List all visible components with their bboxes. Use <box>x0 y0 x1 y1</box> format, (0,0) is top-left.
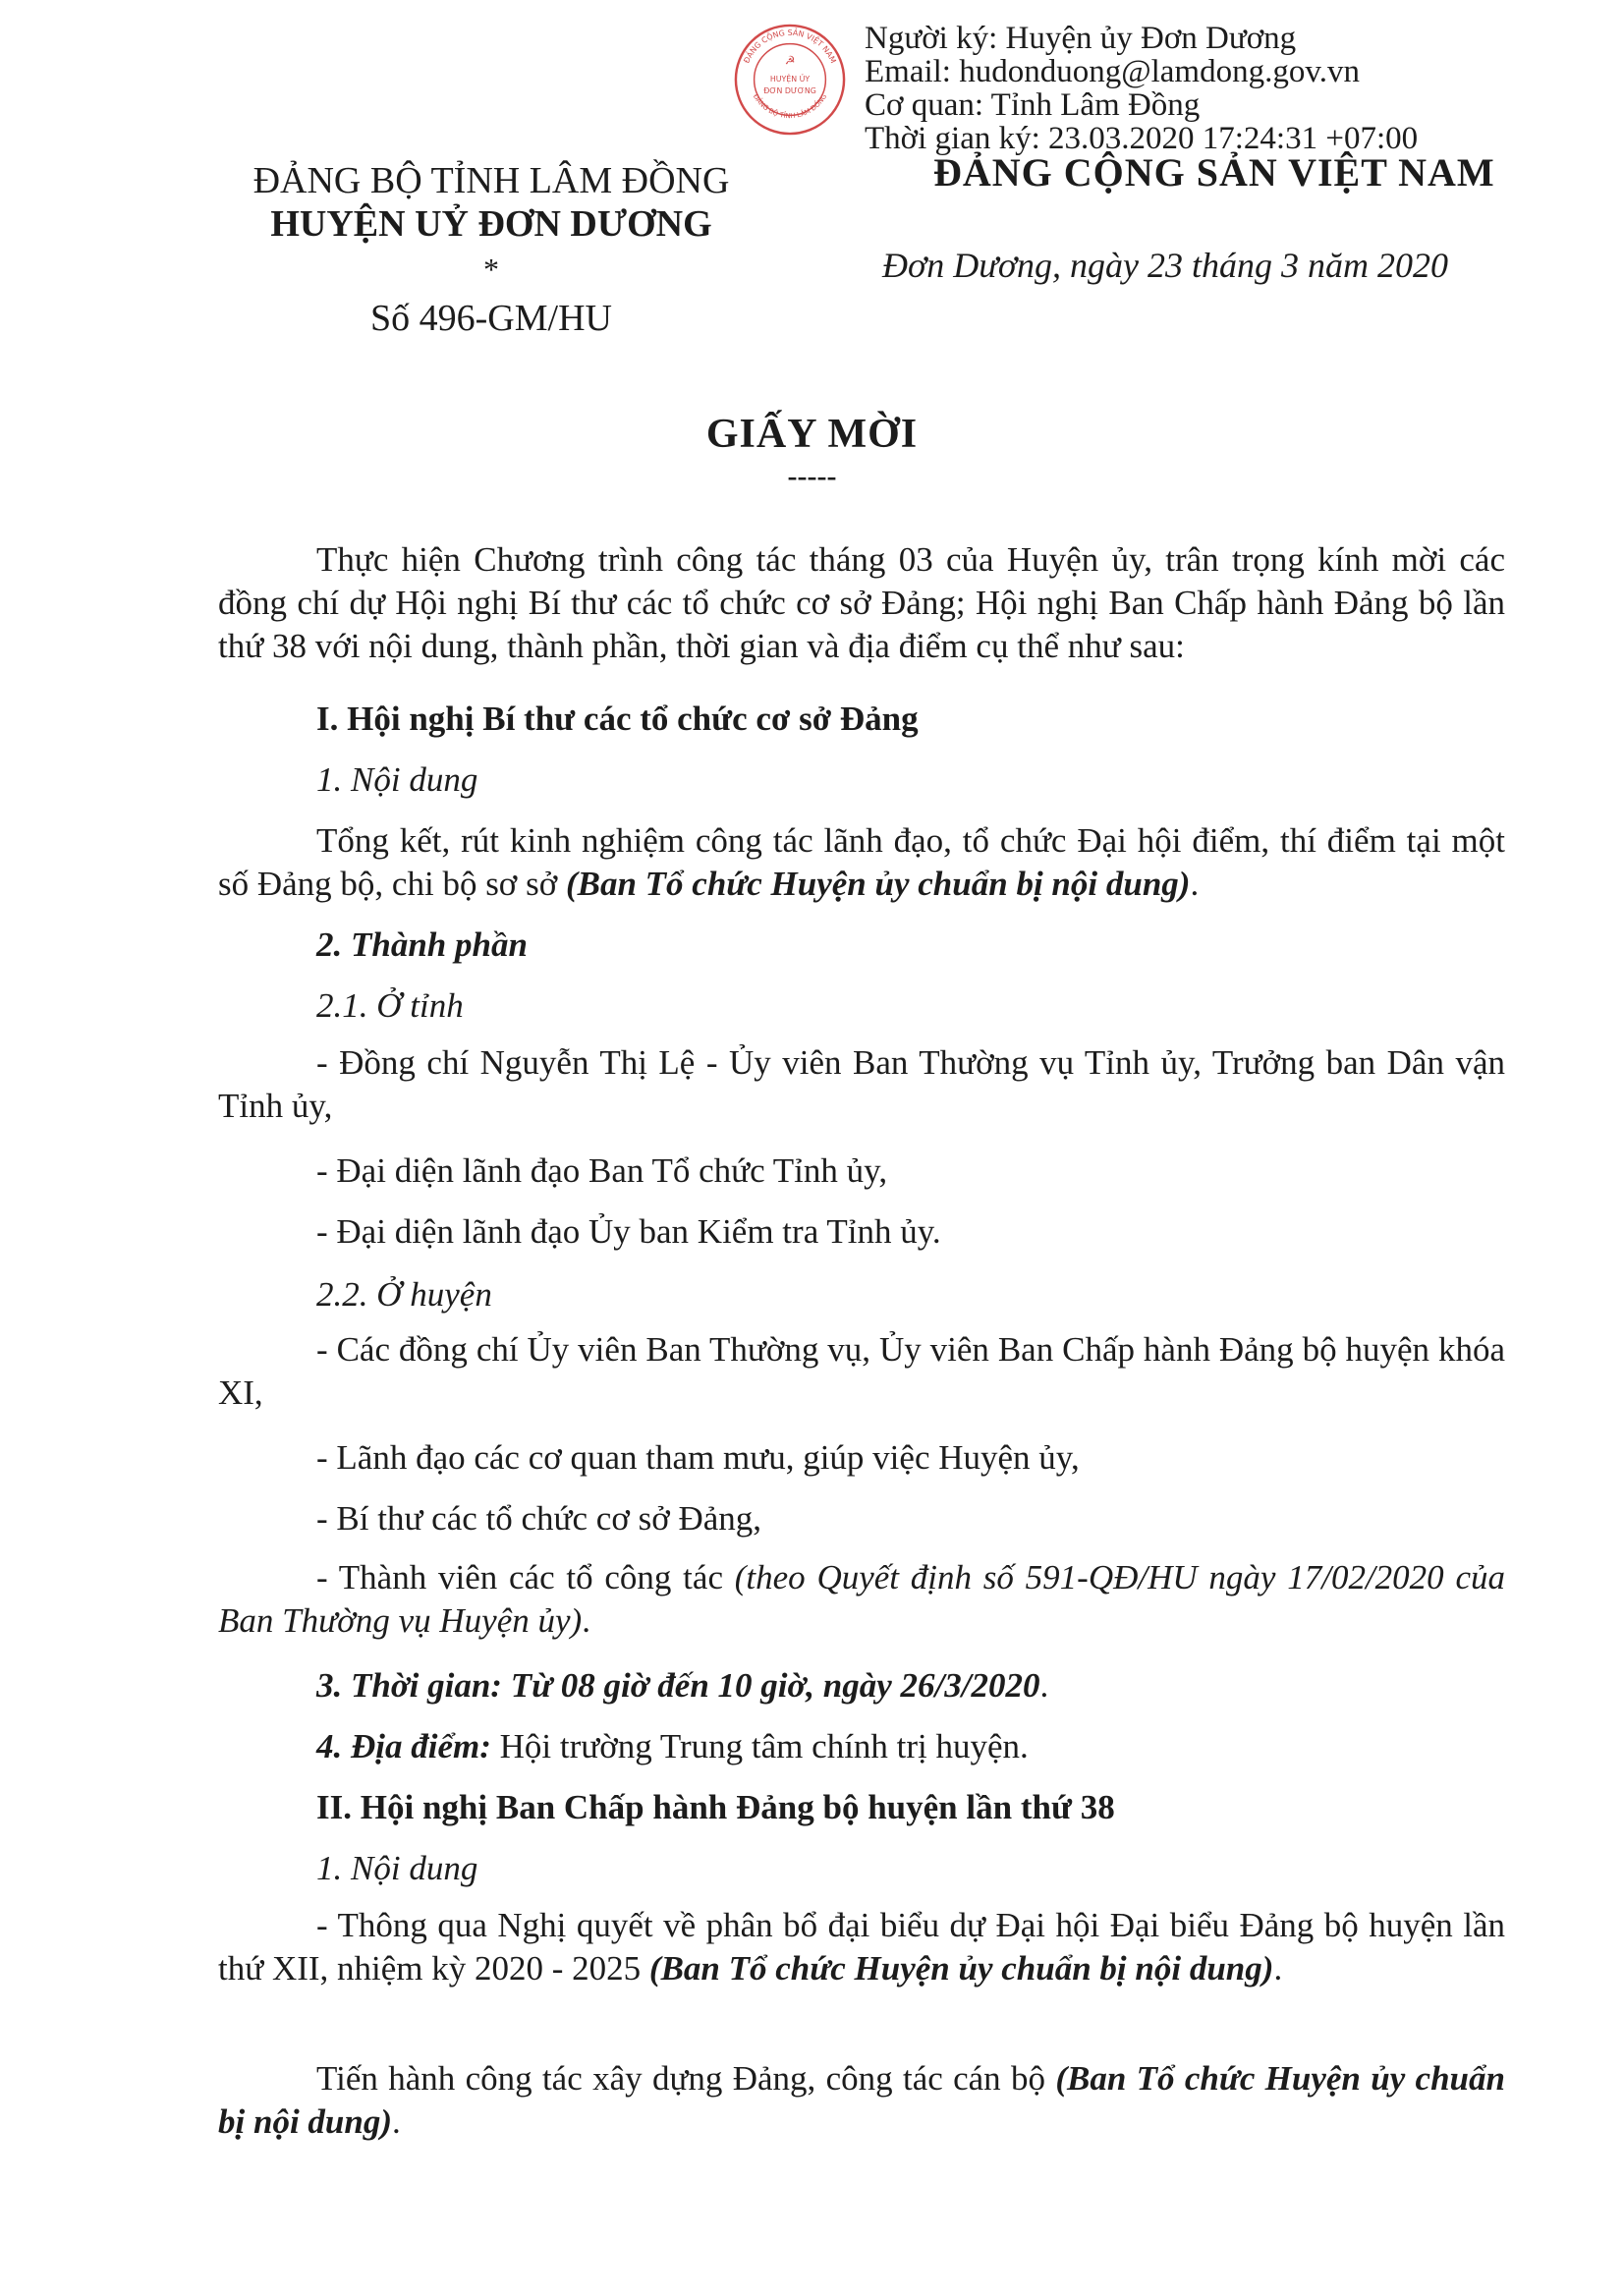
header-star: * <box>483 252 499 287</box>
party-name: ĐẢNG CỘNG SẢN VIỆT NAM <box>933 150 1495 195</box>
section1-location <box>316 1725 1029 1768</box>
province-item: - Đại diện lãnh đạo Ban Tổ chức Tỉnh ủy, <box>316 1151 888 1190</box>
section2-item1-end: . <box>1273 1949 1283 1988</box>
district-item: - Lãnh đạo các cơ quan tham mưu, giúp việc Huyện ủy, <box>316 1438 1080 1477</box>
section1-members-heading: 2. Thành phần <box>316 925 528 964</box>
team-item-prefix: - Thành viên các tổ công tác <box>316 1558 735 1596</box>
section2-content-heading: 1. Nội dung <box>316 1849 478 1887</box>
signature-email: Email: hudonduong@lamdong.gov.vn <box>865 54 1360 89</box>
hammer-sickle-icon: ☭ <box>784 53 796 68</box>
district-item: - Các đồng chí Ủy viên Ban Thường vụ, Ủy viên Ban Chấp hành Đảng bộ huyện khóa XI, <box>218 1330 1505 1412</box>
location-value: Hội trường Trung tâm chính trị huyện. <box>490 1727 1029 1765</box>
time-text: 3. Thời gian: Từ 08 giờ đến 10 giờ, ngày 26/3/2020 <box>316 1666 1040 1705</box>
section1-content-note: (Ban Tổ chức Huyện ủy chuẩn bị nội dung) <box>565 865 1191 903</box>
district-item: - Bí thư các tổ chức cơ sở Đảng, <box>316 1499 762 1538</box>
section1-time <box>316 1664 1048 1708</box>
stamp-outer-text: ĐẢNG CỘNG SẢN VIỆT NAM <box>742 28 838 65</box>
team-item-note: (theo Quyết định số 591-QĐ/HU ngày 17/02/2020 của Ban Thường vụ Huyện ủy) <box>218 1558 1505 1640</box>
place-date: Đơn Dương, ngày 23 tháng 3 năm 2020 <box>882 246 1449 285</box>
section1-content-heading: 1. Nội dung <box>316 760 478 799</box>
location-label: 4. Địa điểm: <box>316 1727 491 1765</box>
stamp-bottom-text: ĐẢNG BỘ TỈNH LÂM ĐỒNG <box>751 92 829 121</box>
district-heading: 2.2. Ở huyện <box>316 1275 492 1314</box>
section2-item1 <box>218 1904 1505 1990</box>
svg-text:ĐẢNG BỘ TỈNH LÂM ĐỒNG <box>752 92 828 120</box>
section2-item1-note: (Ban Tổ chức Huyện ủy chuẩn bị nội dung) <box>648 1949 1274 1988</box>
intro-paragraph: Thực hiện Chương trình công tác tháng 03 của Huyện ủy, trân trọng kính mời các đồng chí dự Hội nghị Bí thư các tổ chức cơ sở Đảng; Hội nghị Ban Chấp hành Đảng bộ lần thứ 38 với nội dung, thành phần, thời gian và địa điểm cụ thể như sau: <box>218 540 1505 665</box>
official-stamp <box>732 22 848 138</box>
stamp-inner-line1: HUYỆN ỦY <box>769 74 811 84</box>
org-parent: ĐẢNG BỘ TỈNH LÂM ĐỒNG <box>252 160 730 201</box>
section1-content-end: . <box>1190 865 1200 903</box>
section2-item2-text: Tiến hành công tác xây dựng Đảng, công tác cán bộ <box>316 2059 1056 2098</box>
doc-number: Số 496-GM/HU <box>370 298 612 339</box>
section2-item2-note: (Ban Tổ chức Huyện ủy chuẩn bị nội dung) <box>218 2059 1505 2141</box>
section1-content-paragraph <box>218 819 1505 906</box>
stamp-inner-line2: ĐƠN DƯƠNG <box>763 85 816 95</box>
team-item <box>218 1556 1505 1643</box>
section2-item2 <box>218 2057 1505 2144</box>
signature-time: Thời gian ký: 23.03.2020 17:24:31 +07:00 <box>865 121 1419 156</box>
province-item: - Đại diện lãnh đạo Ủy ban Kiểm tra Tỉnh ủy. <box>316 1212 941 1251</box>
section2-item2-end: . <box>392 2102 401 2141</box>
team-item-end: . <box>582 1601 590 1640</box>
title-rule: ----- <box>787 460 837 492</box>
section2-item1-text: - Thông qua Nghị quyết về phân bổ đại biểu dự Đại hội Đại biểu Đảng bộ huyện lần thứ XII, nhiệm kỳ 2020 - 2025 <box>218 1906 1505 1988</box>
province-heading: 2.1. Ở tỉnh <box>316 986 464 1025</box>
section1-content-text: Tổng kết, rút kinh nghiệm công tác lãnh đạo, tổ chức Đại hội điểm, thí điểm tại một số Đảng bộ, chi bộ sơ sở <box>218 821 1505 903</box>
time-end: . <box>1039 1666 1049 1705</box>
digital-signature-block <box>865 22 1418 155</box>
document-title: GIẤY MỜI <box>705 412 919 457</box>
province-item: - Đồng chí Nguyễn Thị Lệ - Ủy viên Ban Thường vụ Tỉnh ủy, Trưởng ban Dân vận Tỉnh ủy, <box>218 1043 1505 1125</box>
section2-heading: II. Hội nghị Ban Chấp hành Đảng bộ huyện lần thứ 38 <box>316 1788 1115 1826</box>
signature-signer: Người ký: Huyện ủy Đơn Dương <box>865 21 1297 56</box>
section1-heading: I. Hội nghị Bí thư các tổ chức cơ sở Đảng <box>316 700 919 738</box>
signature-agency: Cơ quan: Tỉnh Lâm Đồng <box>865 87 1201 123</box>
org-name: HUYỆN UỶ ĐƠN DƯƠNG <box>270 203 712 245</box>
